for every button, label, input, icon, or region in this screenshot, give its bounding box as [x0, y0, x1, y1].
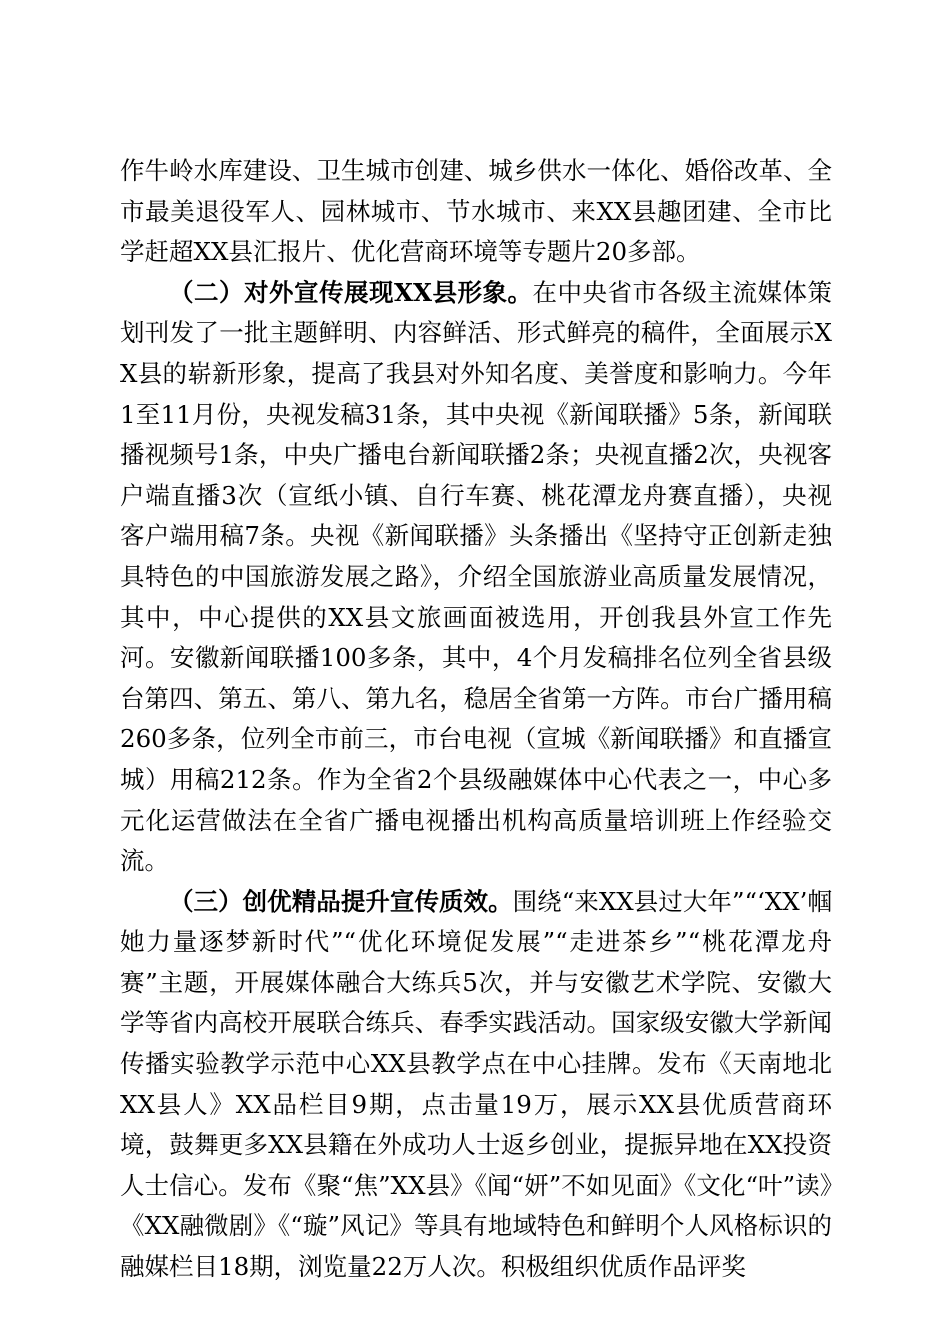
paragraph-text: 围绕“来XX县过大年”“‘XX’帼她力量逐梦新时代”“优化环境促发展”“走进茶乡”“桃花潭龙舟赛”主题，开展媒体融合大练兵5次，并与安徽艺术学院、安徽大学等省内高校开展联合练兵、春季实践活动。国家级安徽大学新闻传播实验教学示范中心XX县教学点在中心挂牌。发布《天南地北XX县人》XX品栏目9期，点击量19万，展示XX县优质营商环境，鼓舞更多XX县籍在外成功人士返乡创业，提振异地在XX投资人士信心。发布《聚“焦”XX县》《闻“妍”不如见面》《文化“叶”读》《XX融微剧》《“璇”风记》等具有地域特色和鲜明个人风格标识的融媒栏目18期，浏览量22万人次。积极组织优质作品评奖: [120, 886, 833, 1282]
document-body: [120, 151, 832, 1288]
paragraph-continuation: [120, 151, 832, 273]
paragraph-external-publicity: [120, 273, 832, 882]
section-heading: （三）创优精品提升宣传质效。: [169, 886, 513, 916]
paragraph-text: 在中央省市各级主流媒体策划刊发了一批主题鲜明、内容鲜活、形式鲜亮的稿件，全面展示XX县的崭新形象，提高了我县对外知名度、美誉度和影响力。今年1至11月份，央视发稿31条，其中央视《新闻联播》5条，新闻联播视频号1条，中央广播电台新闻联播2条；央视直播2次，央视客户端直播3次（宣纸小镇、自行车赛、桃花潭龙舟赛直播），央视客户端用稿7条。央视《新闻联播》头条播出《坚持守正创新走独具特色的中国旅游发展之路》，介绍全国旅游业高质量发展情况，其中，中心提供的XX县文旅画面被选用，开创我县外宣工作先河。安徽新闻联播100多条，其中，4个月发稿排名位列全省县级台第四、第五、第八、第九名，稳居全省第一方阵。市台广播用稿260多条，位列全市前三，市台电视（宣城《新闻联播》和直播宣城）用稿212条。作为全省2个县级融媒体中心代表之一，中心多元化运营做法在全省广播电视播出机构高质量培训班上作经验交流。: [120, 277, 832, 876]
paragraph-quality-works: [120, 882, 832, 1288]
paragraph-text: 作牛岭水库建设、卫生城市创建、城乡供水一体化、婚俗改革、全市最美退役军人、园林城市、节水城市、来XX县趣团建、全市比学赶超XX县汇报片、优化营商环境等专题片20多部。: [120, 156, 832, 267]
section-heading: （二）对外宣传展现XX县形象。: [169, 277, 533, 307]
